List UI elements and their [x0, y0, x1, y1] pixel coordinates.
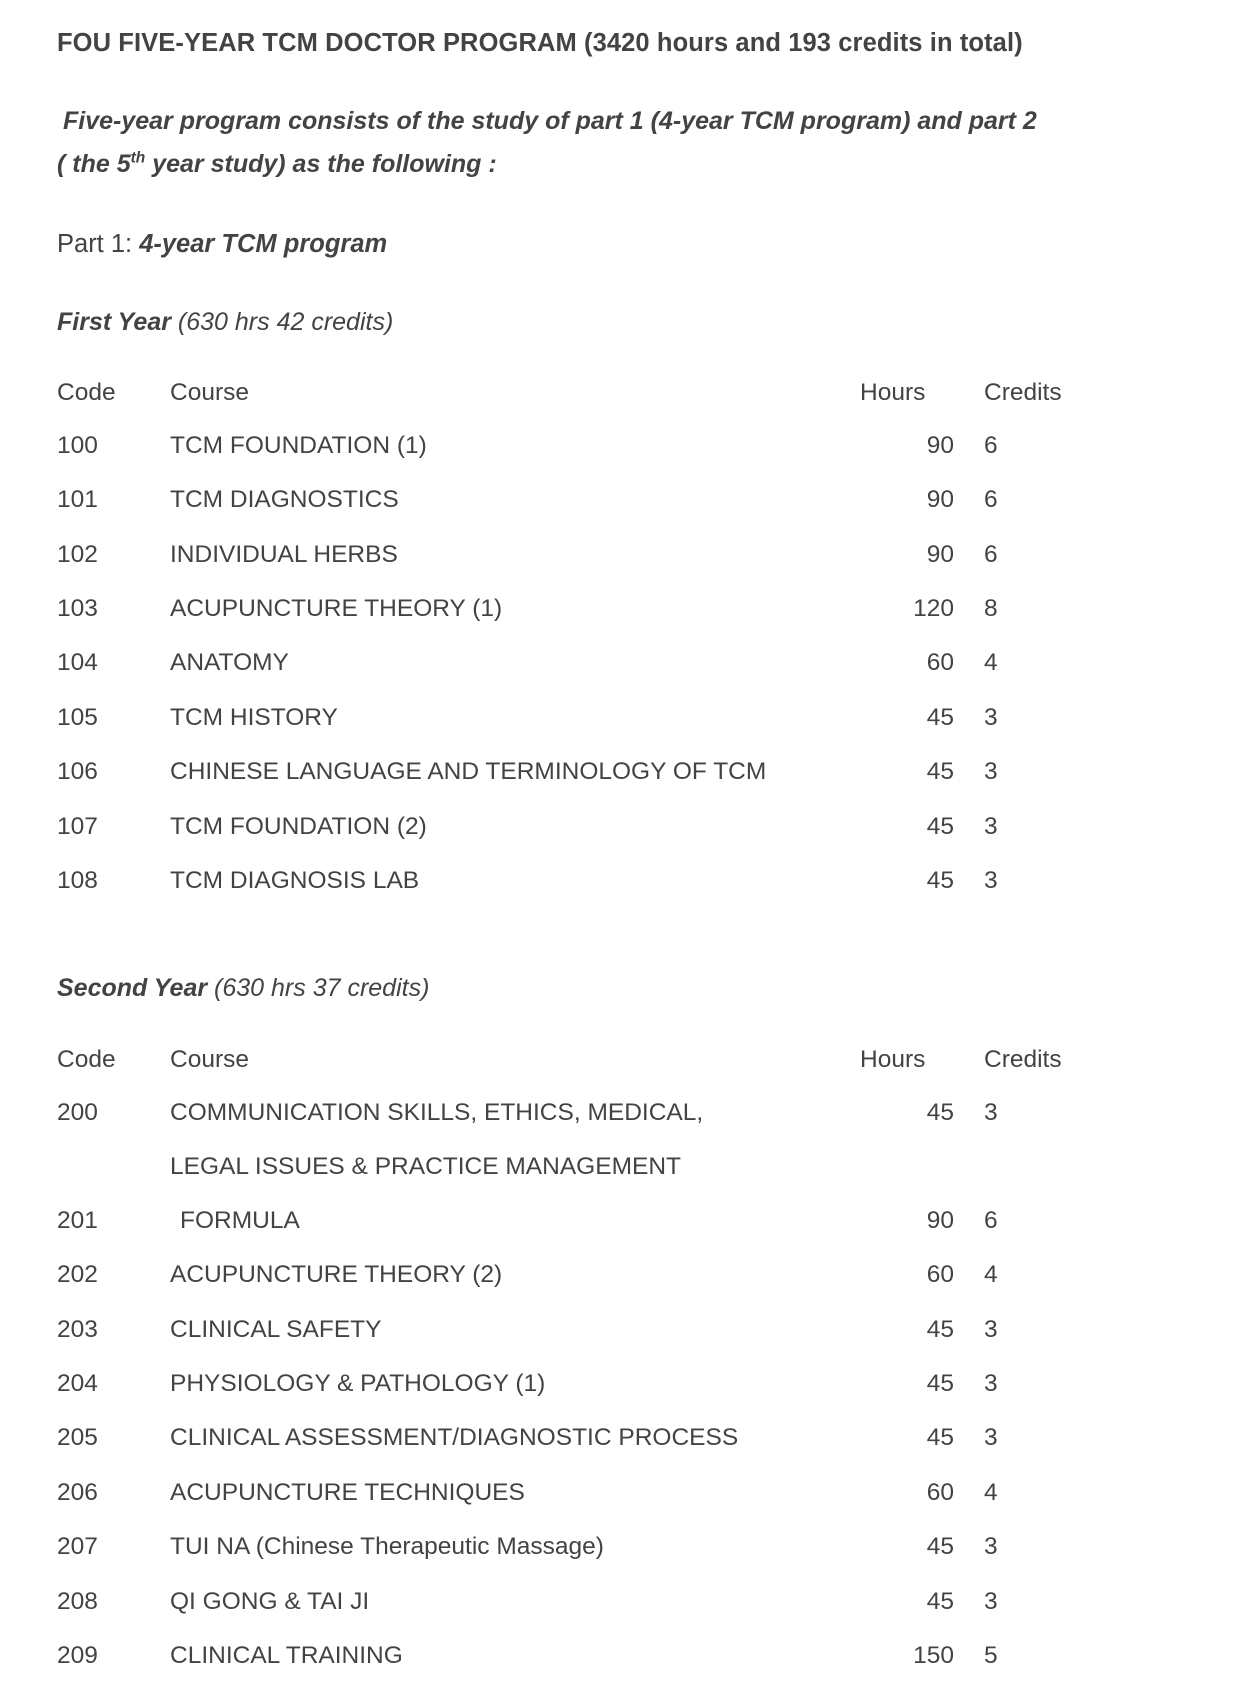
cell-hours: 90 [926, 431, 954, 459]
cell-code: 102 [57, 540, 98, 568]
cell-hours: 45 [926, 812, 954, 840]
year-meta: (630 hrs 42 credits) [177, 307, 394, 336]
cell-code: 201 [57, 1206, 98, 1234]
cell-course: TCM FOUNDATION (1) [170, 431, 427, 459]
year-heading-first [57, 306, 1188, 339]
table-row [57, 1206, 1077, 1260]
cell-code: 206 [57, 1478, 98, 1506]
cell-code: 107 [57, 812, 98, 840]
table-row [57, 1315, 1077, 1369]
cell-course: FORMULA [180, 1206, 300, 1234]
table-row [57, 485, 1077, 539]
cell-course: TCM DIAGNOSTICS [170, 486, 399, 514]
table-row [57, 540, 1077, 594]
table-row [57, 1098, 1077, 1206]
page-title: FOU FIVE-YEAR TCM DOCTOR PROGRAM (3420 hours and 193 credits in total) [57, 29, 1023, 57]
cell-course: ACUPUNCTURE TECHNIQUES [170, 1478, 525, 1506]
cell-code: 203 [57, 1315, 98, 1343]
cell-hours: 45 [926, 1370, 954, 1398]
column-header-code: Code [57, 1045, 116, 1073]
cell-code: 101 [57, 486, 98, 514]
cell-code: 207 [57, 1533, 98, 1561]
cell-course: ACUPUNCTURE THEORY (2) [170, 1261, 503, 1289]
cell-hours: 45 [926, 1424, 954, 1452]
intro-paragraph [57, 100, 1188, 186]
cell-code: 100 [57, 431, 98, 459]
year-name: Second Year [57, 974, 208, 1003]
course-table-first-year [57, 378, 1077, 920]
table-row [57, 1641, 1077, 1695]
column-header-course: Course [170, 1045, 249, 1073]
cell-credits: 3 [984, 866, 998, 894]
cell-course: INDIVIDUAL HERBS [170, 540, 398, 568]
cell-course-line-2: LEGAL ISSUES & PRACTICE MANAGEMENT [170, 1152, 681, 1180]
cell-code: 208 [57, 1587, 98, 1615]
cell-hours: 45 [926, 758, 954, 786]
cell-code: 209 [57, 1641, 98, 1669]
cell-credits: 3 [984, 1315, 998, 1343]
cell-credits: 3 [984, 1370, 998, 1398]
intro-line-2 [57, 143, 1188, 186]
cell-course: TCM HISTORY [170, 703, 338, 731]
cell-code: 202 [57, 1261, 98, 1289]
part-heading [57, 228, 1188, 261]
cell-code: 200 [57, 1098, 98, 1126]
course-rows-second-year [57, 1098, 1077, 1695]
table-row [57, 1260, 1077, 1314]
cell-credits: 5 [984, 1641, 998, 1669]
part-label: Part 1: [57, 230, 140, 259]
table-row [57, 757, 1077, 811]
cell-hours: 45 [926, 1315, 954, 1343]
cell-course: TUI NA (Chinese Therapeutic Massage) [170, 1533, 604, 1561]
cell-hours: 60 [926, 649, 954, 677]
cell-course [170, 1098, 860, 1206]
column-header-hours: Hours [860, 379, 926, 407]
cell-code: 108 [57, 866, 98, 894]
table-row [57, 648, 1077, 702]
cell-hours: 45 [926, 1587, 954, 1615]
table-row [57, 812, 1077, 866]
cell-course: CLINICAL TRAINING [170, 1641, 403, 1669]
cell-code: 104 [57, 649, 98, 677]
cell-course: TCM DIAGNOSIS LAB [170, 866, 420, 894]
column-header-code: Code [57, 379, 116, 407]
cell-credits: 3 [984, 1587, 998, 1615]
cell-credits: 6 [984, 540, 998, 568]
intro-line-2-before: ( the 5 [57, 150, 131, 179]
cell-credits: 3 [984, 1098, 998, 1126]
cell-hours: 60 [926, 1261, 954, 1289]
cell-course: ANATOMY [170, 649, 289, 677]
column-header-hours: Hours [860, 1045, 926, 1073]
cell-credits: 3 [984, 812, 998, 840]
column-header-credits: Credits [984, 379, 1062, 407]
table-row [57, 594, 1077, 648]
cell-course: CLINICAL ASSESSMENT/DIAGNOSTIC PROCESS [170, 1424, 739, 1452]
cell-code: 106 [57, 758, 98, 786]
cell-hours: 90 [926, 540, 954, 568]
table-header-row [57, 378, 1077, 431]
table-row [57, 1532, 1077, 1586]
cell-hours: 45 [926, 866, 954, 894]
table-header-row [57, 1045, 1077, 1098]
cell-hours: 45 [926, 1098, 954, 1126]
cell-credits: 8 [984, 595, 998, 623]
cell-hours: 60 [926, 1478, 954, 1506]
table-row [57, 1423, 1077, 1477]
cell-course: CLINICAL SAFETY [170, 1315, 382, 1343]
ordinal-suffix: th [130, 150, 146, 168]
year-name: First Year [57, 307, 171, 336]
cell-course: CHINESE LANGUAGE AND TERMINOLOGY OF TCM [170, 758, 767, 786]
cell-credits: 3 [984, 758, 998, 786]
cell-hours: 120 [913, 595, 954, 623]
table-row [57, 1369, 1077, 1423]
year-meta: (630 hrs 37 credits) [214, 974, 430, 1003]
cell-code: 205 [57, 1424, 98, 1452]
cell-hours: 150 [913, 1641, 954, 1669]
cell-hours: 45 [926, 1533, 954, 1561]
course-rows-first-year [57, 431, 1077, 920]
cell-course-line-1: COMMUNICATION SKILLS, ETHICS, MEDICAL, [170, 1098, 704, 1126]
cell-course: TCM FOUNDATION (2) [170, 812, 427, 840]
intro-line-2-after: year study) as the following : [145, 150, 497, 179]
cell-credits: 4 [984, 649, 998, 677]
cell-credits: 6 [984, 486, 998, 514]
cell-course: QI GONG & TAI JI [170, 1587, 370, 1615]
cell-course: ACUPUNCTURE THEORY (1) [170, 595, 503, 623]
cell-credits: 4 [984, 1261, 998, 1289]
cell-course: PHYSIOLOGY & PATHOLOGY (1) [170, 1370, 546, 1398]
table-row [57, 703, 1077, 757]
course-table-second-year [57, 1045, 1077, 1695]
column-header-credits: Credits [984, 1045, 1062, 1073]
cell-credits: 6 [984, 431, 998, 459]
cell-credits: 3 [984, 1424, 998, 1452]
cell-hours: 90 [926, 1206, 954, 1234]
cell-code: 105 [57, 703, 98, 731]
cell-credits: 6 [984, 1206, 998, 1234]
cell-hours: 45 [926, 703, 954, 731]
cell-hours: 90 [926, 486, 954, 514]
cell-credits: 3 [984, 703, 998, 731]
cell-code: 103 [57, 595, 98, 623]
table-row [57, 866, 1077, 920]
column-header-course: Course [170, 379, 249, 407]
year-heading-second [57, 972, 1188, 1005]
cell-credits: 4 [984, 1478, 998, 1506]
part-value: 4-year TCM program [139, 230, 388, 259]
table-row [57, 1587, 1077, 1641]
table-row [57, 431, 1077, 485]
cell-credits: 3 [984, 1533, 998, 1561]
table-row [57, 1478, 1077, 1532]
cell-code: 204 [57, 1370, 98, 1398]
intro-line-1: Five-year program consists of the study of part 1 (4-year TCM program) and part 2 [63, 107, 1037, 136]
